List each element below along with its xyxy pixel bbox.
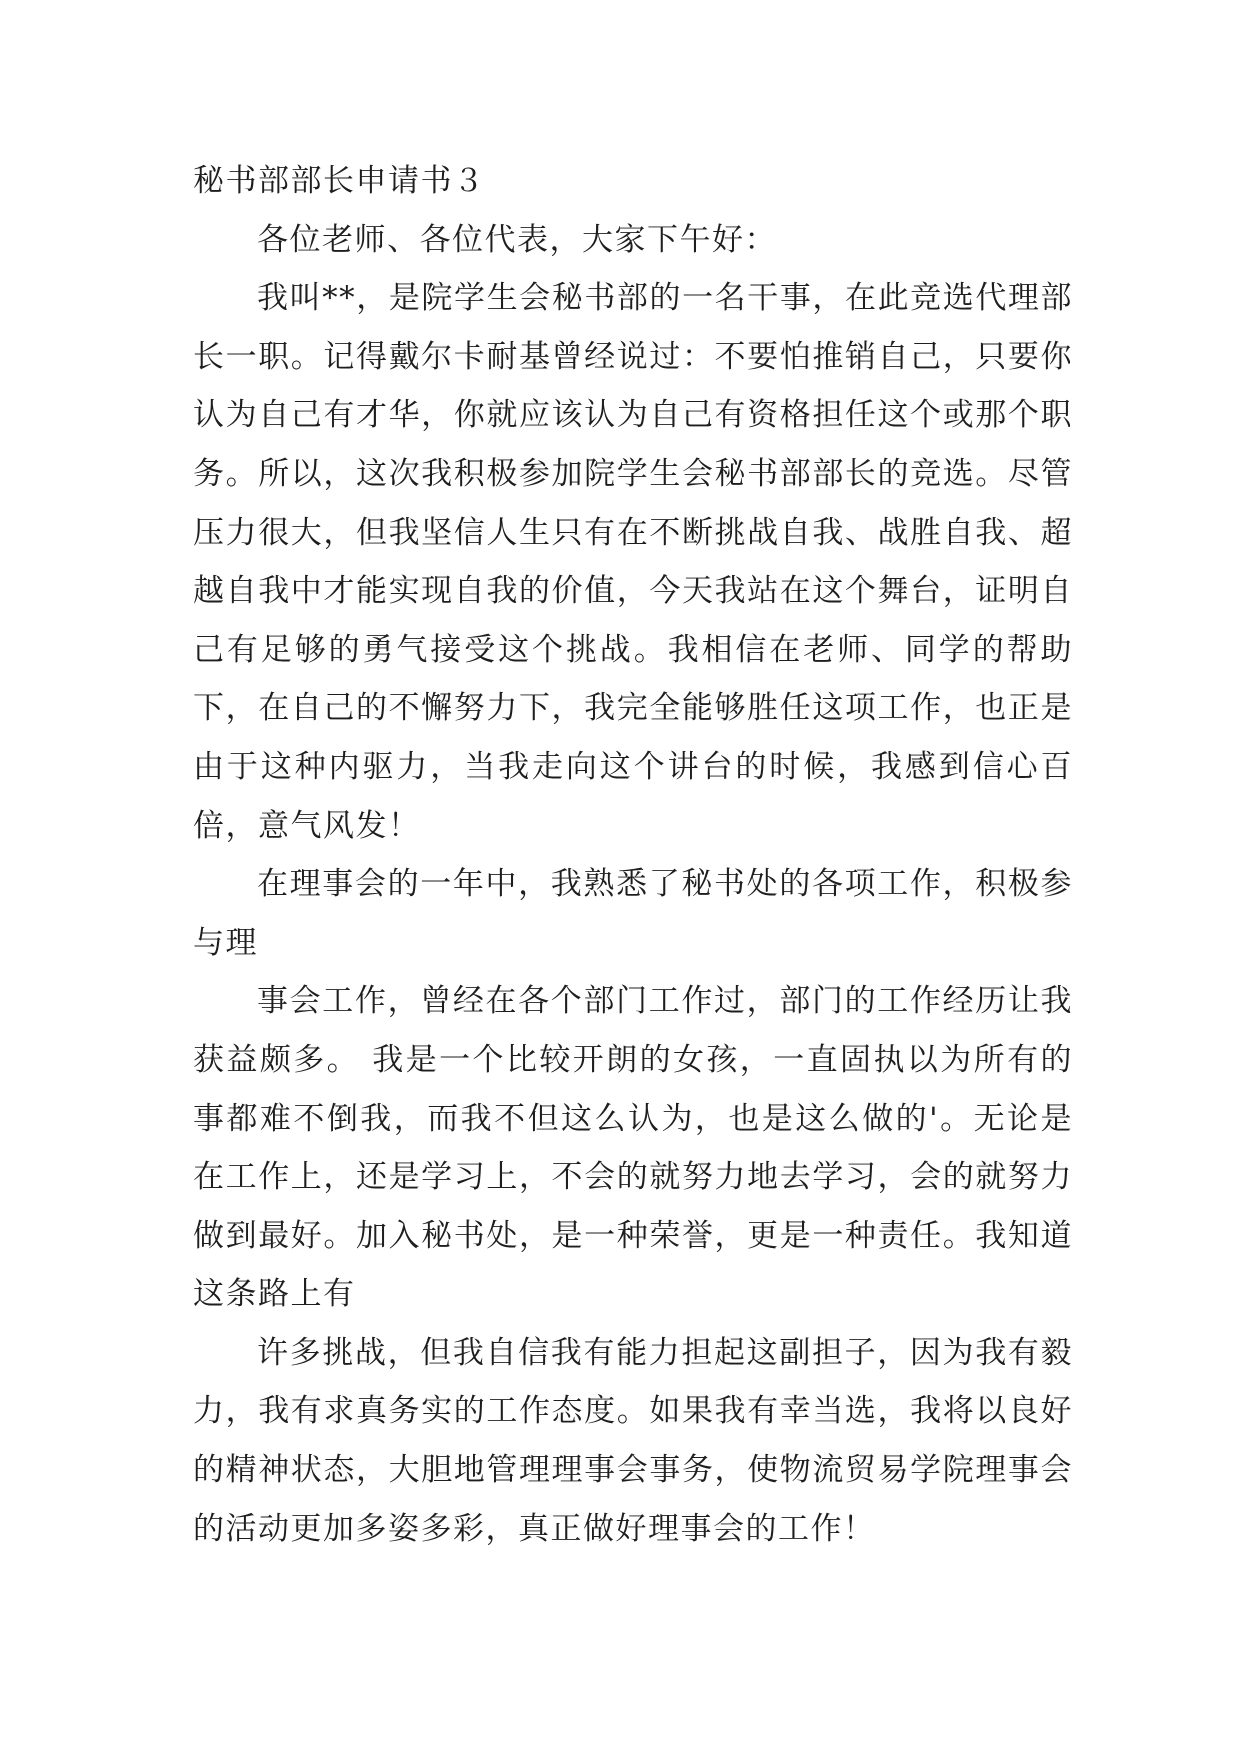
document-body: [193, 152, 1073, 1558]
paragraph-introduction: 我叫**，是院学生会秘书部的一名干事，在此竞选代理部长一职。记得戴尔卡耐基曾经说过：不要怕推销自己，只要你认为自己有才华，你就应该认为自己有资格担任这个或那个职务。所以，这次我积极参加院学生会秘书部部长的竞选。尽管压力很大，但我坚信人生只有在不断挑战自我、战胜自我、超越自我中才能实现自我的价值，今天我站在这个舞台，证明自己有足够的勇气接受这个挑战。我相信在老师、同学的帮助下，在自己的不懈努力下，我完全能够胜任这项工作，也正是由于这种内驱力，当我走向这个讲台的时候，我感到信心百倍，意气风发！: [193, 280, 1073, 844]
paragraph-greeting: 各位老师、各位代表，大家下午好：: [257, 221, 777, 258]
paragraph-closing: 许多挑战，但我自信我有能力担起这副担子，因为我有毅力，我有求真务实的工作态度。如果我有幸当选，我将以良好的精神状态，大胆地管理理事会事务，使物流贸易学院理事会的活动更加多姿多彩，真正做好理事会的工作！: [193, 1334, 1073, 1547]
document-title: 秘书部部长申请书３: [193, 163, 486, 199]
paragraph-experience-start: 在理事会的一年中，我熟悉了秘书处的各项工作，积极参与理: [193, 866, 1073, 961]
paragraph-experience-continued: 事会工作，曾经在各个部门工作过，部门的工作经历让我获益颇多。 我是一个比较开朗的女孩，一直固执以为所有的事都难不倒我，而我不但这么认为，也是这么做的'。无论是在工作上，还是学习上，不会的就努力地去学习，会的就努力做到最好。加入秘书处，是一种荣誉，更是一种责任。我知道这条路上有: [193, 983, 1073, 1313]
